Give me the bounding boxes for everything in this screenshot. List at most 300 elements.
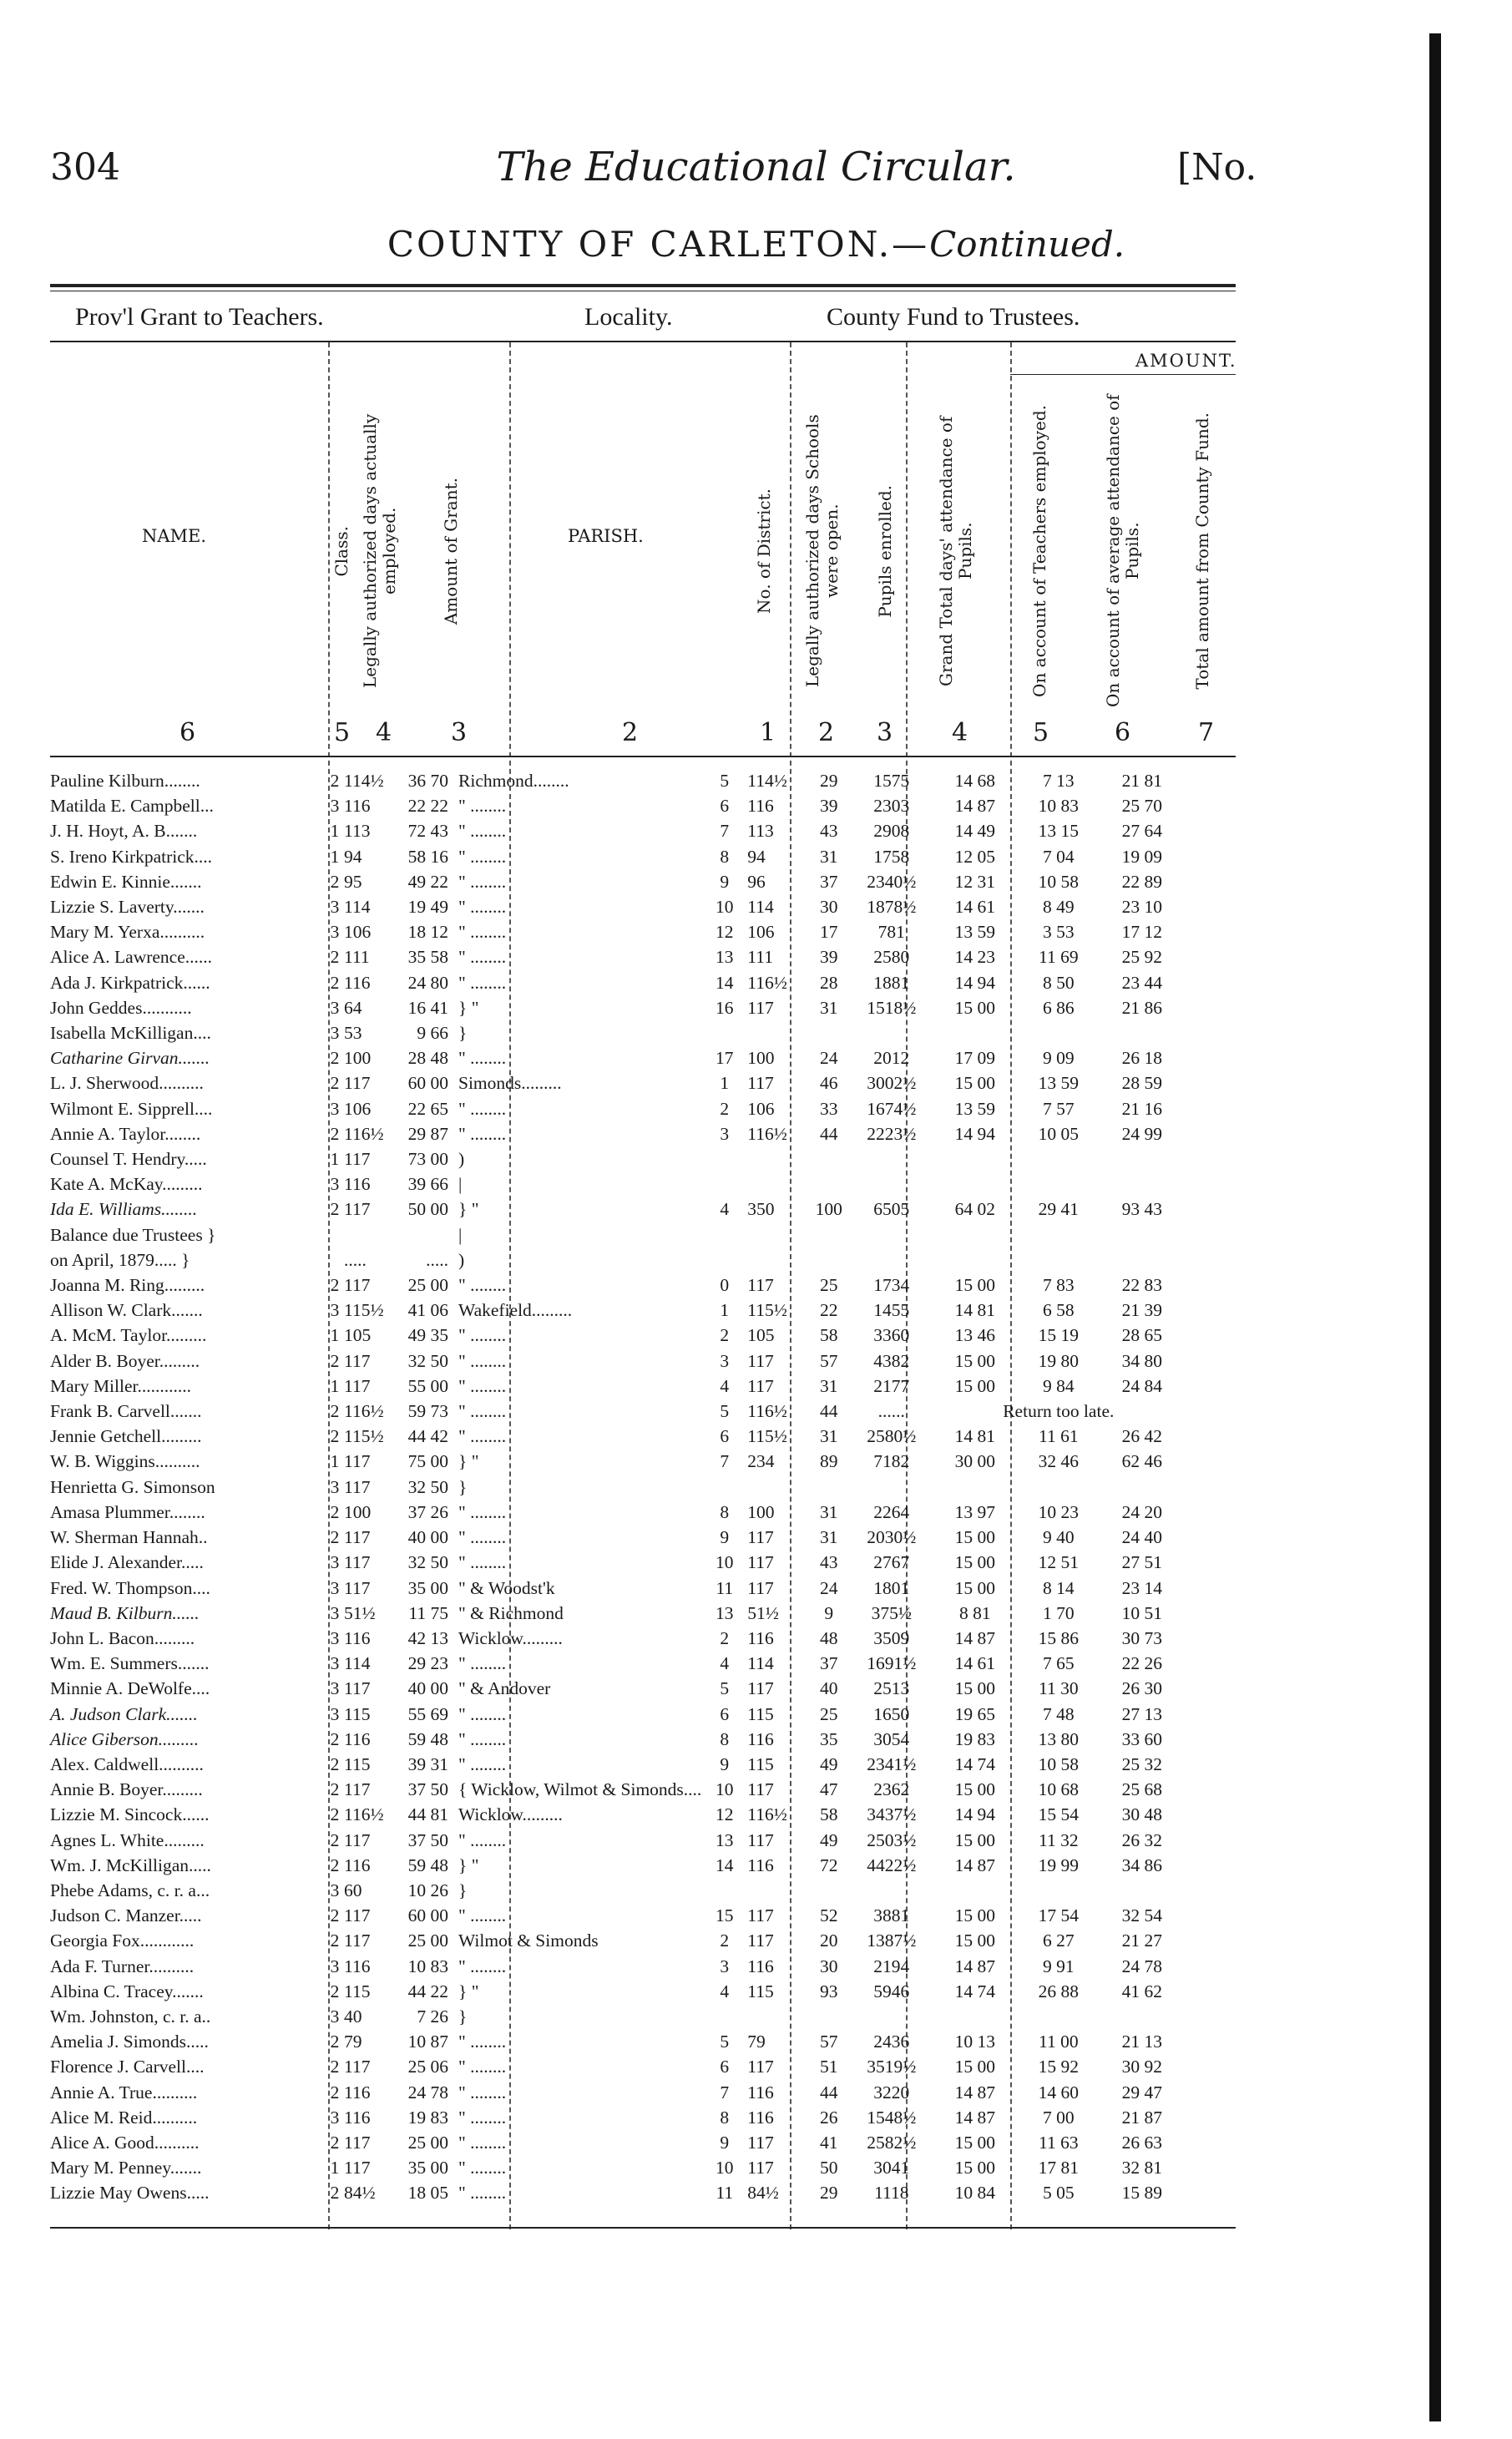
cell-pupils: 24 xyxy=(820,1048,838,1069)
table-row xyxy=(50,1399,1186,1424)
cell-legal-days: 117 xyxy=(747,1073,774,1094)
cell-parish: Wicklow......... xyxy=(458,1627,563,1648)
cell-attendance: 2362 xyxy=(873,1779,910,1800)
table-row xyxy=(50,1374,1186,1399)
cell-average: 13 15 xyxy=(1038,821,1079,842)
cell-teachers: 14 81 xyxy=(954,1426,995,1447)
cell-pupils: 44 xyxy=(820,1401,838,1422)
table-row xyxy=(50,1777,1186,1802)
cell-total: 27 64 xyxy=(1121,821,1162,842)
cell-name: Frank B. Carvell....... xyxy=(50,1401,202,1422)
cell-pupils: 29 xyxy=(820,771,838,791)
cell-pupils: 93 xyxy=(820,1981,838,2001)
cell-attendance xyxy=(852,1171,931,1197)
cell-total: 32 54 xyxy=(1121,1905,1162,1926)
cell-legal-days xyxy=(747,1020,806,1045)
cell-name: Ada F. Turner.......... xyxy=(50,1956,195,1976)
cell-legal-days: 117 xyxy=(747,2132,774,2153)
cell-pupils: 46 xyxy=(820,1073,838,1094)
cell-average: 10 58 xyxy=(1038,871,1079,892)
county-heading-main: COUNTY OF CARLETON.— xyxy=(387,224,930,265)
cell-pupils: 37 xyxy=(820,871,838,892)
cell-attendance: 2030½ xyxy=(867,1527,917,1548)
cell-parish: } " xyxy=(458,1199,479,1220)
cell-grant: 60 00 xyxy=(407,1905,448,1926)
cell-class: 3 xyxy=(330,1098,340,1119)
cell-average: 15 92 xyxy=(1038,2057,1079,2077)
cell-attendance: 3054 xyxy=(873,1728,910,1749)
cell-class: 3 xyxy=(330,1023,340,1044)
cell-teachers: 15 00 xyxy=(954,1905,995,1926)
table-row xyxy=(50,944,1186,969)
cell-teachers: 13 59 xyxy=(954,1098,995,1119)
cell-total: 30 48 xyxy=(1121,1804,1162,1825)
cell-name: Minnie A. DeWolfe.... xyxy=(50,1678,210,1699)
cell-teachers: 14 87 xyxy=(954,796,995,817)
cell-grant: 29 23 xyxy=(407,1653,448,1674)
cell-class: 1 xyxy=(330,1451,340,1472)
cell-name: on April, 1879..... } xyxy=(50,1249,190,1270)
cell-legal-days: 115½ xyxy=(747,1300,787,1321)
cell-district: 7 xyxy=(720,2082,730,2102)
cell-teachers xyxy=(931,1146,1019,1171)
table-row xyxy=(50,1222,1186,1247)
col-teachers-label: On account of Teachers employed. xyxy=(1029,405,1049,697)
cell-average: 8 49 xyxy=(1042,897,1075,918)
table-row xyxy=(50,1424,1186,1449)
cell-pupils xyxy=(806,1171,852,1197)
cell-district xyxy=(701,1878,747,1903)
table-row xyxy=(50,2029,1186,2054)
cell-days: 106 xyxy=(344,1098,372,1119)
cell-parish: " ........ xyxy=(458,2183,507,2204)
cell-total: 25 92 xyxy=(1121,947,1162,968)
cell-days: 115½ xyxy=(344,1426,384,1447)
cell-class: 3 xyxy=(330,1577,340,1598)
cell-district: 10 xyxy=(716,2158,734,2178)
cell-district: 3 xyxy=(720,1123,730,1144)
cell-pupils: 37 xyxy=(820,1653,838,1674)
cell-pupils xyxy=(806,1878,852,1903)
cell-grant: 40 00 xyxy=(407,1678,448,1699)
cell-days: 116 xyxy=(344,1728,371,1749)
cell-grant: 55 69 xyxy=(407,1703,448,1724)
col-class-header xyxy=(332,392,351,710)
cell-attendance: ...... xyxy=(877,1401,905,1422)
cell-legal-days: 114 xyxy=(747,897,774,918)
cell-pupils: 57 xyxy=(820,1350,838,1371)
cell-days: 116 xyxy=(344,1627,371,1648)
cell-teachers: 17 09 xyxy=(954,1048,995,1069)
cell-class: 2 xyxy=(330,871,340,892)
cell-grant: 32 50 xyxy=(407,1476,448,1497)
table-row xyxy=(50,995,1186,1020)
cell-teachers xyxy=(931,1878,1019,1903)
cell-parish: " ........ xyxy=(458,897,507,918)
cell-days: 116 xyxy=(344,2107,371,2128)
cell-parish: } xyxy=(458,2006,468,2027)
cell-pupils: 29 xyxy=(820,2183,838,2204)
cell-attendance: 2264 xyxy=(873,1501,910,1522)
cell-attendance: 2582½ xyxy=(867,2132,917,2153)
cell-name: Georgia Fox............ xyxy=(50,1930,195,1951)
cell-grant: 72 43 xyxy=(407,821,448,842)
cell-days: 117 xyxy=(344,1476,371,1497)
cell-class: 3 xyxy=(330,1653,340,1674)
cell-grant: 59 48 xyxy=(407,1855,448,1875)
col-average-header xyxy=(1098,392,1148,710)
cell-grant: 10 26 xyxy=(407,1880,448,1900)
cell-attendance: 5946 xyxy=(873,1981,910,2001)
cell-grant xyxy=(394,1222,453,1247)
table-row xyxy=(50,1752,1186,1777)
cell-attendance: 2513 xyxy=(873,1678,910,1699)
cell-total xyxy=(1098,2004,1186,2029)
cell-parish: " ........ xyxy=(458,2107,507,2128)
cell-district: 15 xyxy=(716,1905,734,1926)
cell-class: 2 xyxy=(330,1123,340,1144)
cell-days: 113 xyxy=(344,821,371,842)
cell-parish: " ........ xyxy=(458,1552,507,1573)
cell-name: Elide J. Alexander..... xyxy=(50,1552,204,1573)
cell-attendance: 1691½ xyxy=(867,1653,917,1674)
cell-name: Fred. W. Thompson.... xyxy=(50,1577,210,1598)
cell-attendance: 2340½ xyxy=(867,871,917,892)
cell-parish: " ........ xyxy=(458,1753,507,1774)
cell-grant: 24 80 xyxy=(407,972,448,993)
cell-days: 117 xyxy=(344,1451,371,1472)
col-pupils-label: Pupils enrolled. xyxy=(874,484,895,618)
cell-class: 1 xyxy=(330,1375,340,1396)
cell-grant: 44 42 xyxy=(407,1426,448,1447)
cell-attendance: 1518½ xyxy=(867,997,917,1018)
cell-legal-days: 94 xyxy=(747,846,766,867)
cell-total: 62 46 xyxy=(1121,1451,1162,1472)
cell-total xyxy=(1098,1475,1186,1500)
cell-class: 3 xyxy=(330,1476,340,1497)
cell-attendance: 1575 xyxy=(873,771,910,791)
col-district-header xyxy=(747,392,781,710)
table-row xyxy=(50,1500,1186,1525)
cell-district: 5 xyxy=(720,771,730,791)
cell-average: 13 80 xyxy=(1038,1728,1079,1749)
cell-total: 30 73 xyxy=(1121,1627,1162,1648)
cell-days: 40 xyxy=(344,2006,362,2027)
cell-district: 2 xyxy=(720,1627,730,1648)
cell-attendance: 3881 xyxy=(873,1905,910,1926)
cell-grant: 16 41 xyxy=(407,997,448,1018)
cell-name: Albina C. Tracey....... xyxy=(50,1981,204,2001)
cell-legal-days: 116 xyxy=(747,1855,774,1875)
cell-total: 22 26 xyxy=(1121,1653,1162,1674)
cell-name: Mary Miller............ xyxy=(50,1375,191,1396)
cell-parish: } " xyxy=(458,997,479,1018)
cell-pupils: 48 xyxy=(820,1627,838,1648)
cell-grant: 55 00 xyxy=(407,1375,448,1396)
cell-teachers: 14 87 xyxy=(954,1627,995,1648)
cell-total: 33 60 xyxy=(1121,1728,1162,1749)
cell-days: 79 xyxy=(344,2032,362,2052)
cell-name: Alice Giberson......... xyxy=(50,1728,199,1749)
cell-total: 19 09 xyxy=(1121,846,1162,867)
cell-district xyxy=(701,1222,747,1247)
cell-district: 5 xyxy=(720,1401,730,1422)
cell-teachers: 14 74 xyxy=(954,1753,995,1774)
cell-legal-days: 84½ xyxy=(747,2183,779,2204)
cell-total: 27 51 xyxy=(1121,1552,1162,1573)
cell-attendance xyxy=(852,1146,931,1171)
cell-pupils: 44 xyxy=(820,1123,838,1144)
cell-name: Alice A. Good.......... xyxy=(50,2132,200,2153)
cell-pupils: 39 xyxy=(820,947,838,968)
cell-grant: 25 00 xyxy=(407,1275,448,1296)
cell-attendance: 3002½ xyxy=(867,1073,917,1094)
cell-parish: " ........ xyxy=(458,796,507,817)
cell-district: 12 xyxy=(716,1804,734,1825)
table-row xyxy=(50,1702,1186,1727)
col-number: 4 xyxy=(952,718,968,747)
col-number: 6 xyxy=(180,718,196,747)
cell-district: 13 xyxy=(716,1829,734,1850)
cell-class: 3 xyxy=(330,1703,340,1724)
cell-parish: } xyxy=(458,1880,468,1900)
col-number: 2 xyxy=(818,718,835,747)
cell-class: 2 xyxy=(330,1779,340,1800)
cell-attendance xyxy=(852,1475,931,1500)
cell-name: Matilda E. Campbell... xyxy=(50,796,214,817)
cell-teachers: 14 87 xyxy=(954,2082,995,2102)
cell-name: Maud B. Kilburn...... xyxy=(50,1602,200,1623)
cell-total: 24 99 xyxy=(1121,1123,1162,1144)
cell-average: 11 69 xyxy=(1039,947,1079,968)
cell-attendance: 3519½ xyxy=(867,2057,917,2077)
cell-days: ..... xyxy=(344,1249,367,1270)
cell-district: 8 xyxy=(720,2107,730,2128)
cell-pupils: 31 xyxy=(820,1426,838,1447)
col-legal-days-label: Legally authorized days Schools were open. xyxy=(802,414,842,688)
cell-total: 27 13 xyxy=(1121,1703,1162,1724)
cell-average: 12 51 xyxy=(1038,1552,1079,1573)
cell-total xyxy=(1098,1222,1186,1247)
col-grant-header xyxy=(434,392,468,710)
table-row xyxy=(50,1550,1186,1575)
cell-grant: 29 87 xyxy=(407,1123,448,1144)
col-number: 4 xyxy=(376,718,392,747)
cell-total: 93 43 xyxy=(1121,1199,1162,1220)
cell-grant: 37 26 xyxy=(407,1501,448,1522)
cell-district: 12 xyxy=(716,922,734,943)
cell-pupils: 20 xyxy=(820,1930,838,1951)
cell-district xyxy=(701,1171,747,1197)
col-parish-header: PARISH. xyxy=(568,526,644,546)
cell-attendance: 1801 xyxy=(873,1577,910,1598)
cell-pupils: 35 xyxy=(820,1728,838,1749)
cell-name: A. McM. Taylor......... xyxy=(50,1325,207,1346)
cell-teachers: 14 49 xyxy=(954,821,995,842)
cell-average: 13 59 xyxy=(1038,1073,1079,1094)
cell-parish: " ........ xyxy=(458,972,507,993)
cell-name: Jennie Getchell......... xyxy=(50,1426,202,1447)
cell-average xyxy=(1019,1171,1098,1197)
cell-grant: 22 22 xyxy=(407,796,448,817)
cell-district: 1 xyxy=(720,1300,730,1321)
cell-average: 15 86 xyxy=(1038,1627,1079,1648)
cell-attendance: 3041 xyxy=(873,2158,910,2178)
table-row xyxy=(50,1323,1186,1348)
table-row xyxy=(50,1045,1186,1070)
cell-attendance: 1650 xyxy=(873,1703,910,1724)
cell-teachers: 14 61 xyxy=(954,897,995,918)
cell-legal-days xyxy=(747,1247,806,1273)
table-row xyxy=(50,1273,1186,1298)
cell-attendance: 3360 xyxy=(873,1325,910,1346)
cell-days: 117 xyxy=(344,1527,371,1548)
cell-parish: " ........ xyxy=(458,1829,507,1850)
cell-name: Lizzie May Owens..... xyxy=(50,2183,210,2204)
cell-name: Edwin E. Kinnie....... xyxy=(50,871,202,892)
cell-grant: 73 00 xyxy=(407,1149,448,1170)
cell-legal-days: 115 xyxy=(747,1753,774,1774)
cell-attendance: 2580 xyxy=(873,947,910,968)
cell-pupils xyxy=(806,2004,852,2029)
cell-total: 26 63 xyxy=(1121,2132,1162,2153)
cell-days: 114½ xyxy=(344,771,384,791)
cell-average: 7 57 xyxy=(1042,1098,1075,1119)
cell-name: Alex. Caldwell.......... xyxy=(50,1753,204,1774)
cell-grant: 36 70 xyxy=(407,771,448,791)
cell-days: 117 xyxy=(344,1350,371,1371)
col-number: 2 xyxy=(622,718,639,747)
table-row xyxy=(50,793,1186,818)
cell-days: 94 xyxy=(344,846,362,867)
cell-district: 7 xyxy=(720,821,730,842)
cell-pupils: 47 xyxy=(820,1779,838,1800)
cell-teachers: 14 23 xyxy=(954,947,995,968)
cell-legal-days: 117 xyxy=(747,1905,774,1926)
table-row xyxy=(50,1853,1186,1878)
header-bottom-rule xyxy=(50,756,1236,757)
cell-parish: } xyxy=(458,1023,468,1044)
cell-name: Annie B. Boyer......... xyxy=(50,1779,203,1800)
cell-days: 116 xyxy=(344,796,371,817)
cell-attendance: 4422½ xyxy=(867,1855,917,1875)
issue-number: [No. xyxy=(1177,146,1257,189)
cell-district: 2 xyxy=(720,1930,730,1951)
cell-attendance: 2580½ xyxy=(867,1426,917,1447)
top-rule xyxy=(50,284,1236,287)
cell-average: 10 23 xyxy=(1038,1501,1079,1522)
cell-teachers: 14 87 xyxy=(954,1956,995,1976)
table-row xyxy=(50,869,1186,894)
cell-pupils: 43 xyxy=(820,821,838,842)
cell-class: 3 xyxy=(330,1880,340,1900)
cell-days: 115 xyxy=(344,1703,371,1724)
cell-legal-days: 114½ xyxy=(747,771,787,791)
table-row xyxy=(50,1727,1186,1752)
cell-legal-days: 117 xyxy=(747,1829,774,1850)
col-average-label: On account of average attendance of Pupils. xyxy=(1103,394,1142,708)
cell-district: 4 xyxy=(720,1653,730,1674)
cell-grant: 35 00 xyxy=(407,1577,448,1598)
cell-attendance: 2012 xyxy=(873,1048,910,1069)
table-body xyxy=(50,768,1186,2206)
cell-parish: " ........ xyxy=(458,871,507,892)
cell-class: 2 xyxy=(330,2183,340,2204)
cell-pupils: 57 xyxy=(820,2032,838,2052)
cell-class: 2 xyxy=(330,1981,340,2001)
cell-class: 3 xyxy=(330,1627,340,1648)
cell-total: 25 70 xyxy=(1121,796,1162,817)
cell-days: 116½ xyxy=(344,1401,384,1422)
cell-legal-days: 115½ xyxy=(747,1426,787,1447)
cell-days: 116½ xyxy=(344,1804,384,1825)
cell-total: 21 81 xyxy=(1121,771,1162,791)
cell-class: 3 xyxy=(330,1602,340,1623)
cell-teachers: 8 81 xyxy=(958,1602,991,1623)
cell-days: 117 xyxy=(344,1779,371,1800)
cell-days: 117 xyxy=(344,1930,371,1951)
cell-class: 2 xyxy=(330,1753,340,1774)
cell-grant: 44 81 xyxy=(407,1804,448,1825)
cell-parish: " ........ xyxy=(458,1703,507,1724)
group-fund: County Fund to Trustees. xyxy=(827,303,1080,331)
cell-total: 21 13 xyxy=(1121,2032,1162,2052)
cell-grant: 50 00 xyxy=(407,1199,448,1220)
cell-class xyxy=(326,1247,344,1273)
cell-average xyxy=(1019,1878,1098,1903)
cell-parish: " ........ xyxy=(458,1275,507,1296)
cell-days: 115 xyxy=(344,1753,371,1774)
cell-total: 22 89 xyxy=(1121,871,1162,892)
cell-pupils: 52 xyxy=(820,1905,838,1926)
cell-total: 21 39 xyxy=(1121,1300,1162,1321)
cell-grant: 10 87 xyxy=(407,2032,448,2052)
cell-average: 7 65 xyxy=(1042,1653,1075,1674)
table-row xyxy=(50,1020,1186,1045)
cell-grant: 18 05 xyxy=(407,2183,448,2204)
county-heading xyxy=(0,224,1512,265)
cell-attendance xyxy=(852,1020,931,1045)
cell-pupils: 33 xyxy=(820,1098,838,1119)
cell-total: 41 62 xyxy=(1121,1981,1162,2001)
cell-pupils: 30 xyxy=(820,1956,838,1976)
col-number: 7 xyxy=(1198,718,1215,747)
cell-total: 29 47 xyxy=(1121,2082,1162,2102)
cell-class: 3 xyxy=(330,1678,340,1699)
cell-district: 2 xyxy=(720,1325,730,1346)
cell-average: 6 86 xyxy=(1042,997,1075,1018)
cell-grant: 59 48 xyxy=(407,1728,448,1749)
cell-class: 1 xyxy=(330,2158,340,2178)
cell-parish: Richmond........ xyxy=(458,771,569,791)
cell-name: Balance due Trustees } xyxy=(50,1224,216,1245)
cell-pupils xyxy=(806,1247,852,1273)
table-row xyxy=(50,844,1186,869)
cell-teachers: 64 02 xyxy=(954,1199,995,1220)
col-district-label: No. of District. xyxy=(753,488,774,614)
cell-legal-days: 116½ xyxy=(747,1804,787,1825)
cell-average: 1 70 xyxy=(1042,1602,1075,1623)
cell-days xyxy=(344,1222,394,1247)
cell-days: 117 xyxy=(344,1552,371,1573)
cell-grant: 9 66 xyxy=(417,1023,448,1044)
table-row xyxy=(50,2180,1186,2205)
col-days-header xyxy=(355,392,405,710)
cell-attendance: 3509 xyxy=(873,1627,910,1648)
cell-teachers: 15 00 xyxy=(954,1527,995,1548)
cell-class: 2 xyxy=(330,2132,340,2153)
cell-attendance: 2177 xyxy=(873,1375,910,1396)
